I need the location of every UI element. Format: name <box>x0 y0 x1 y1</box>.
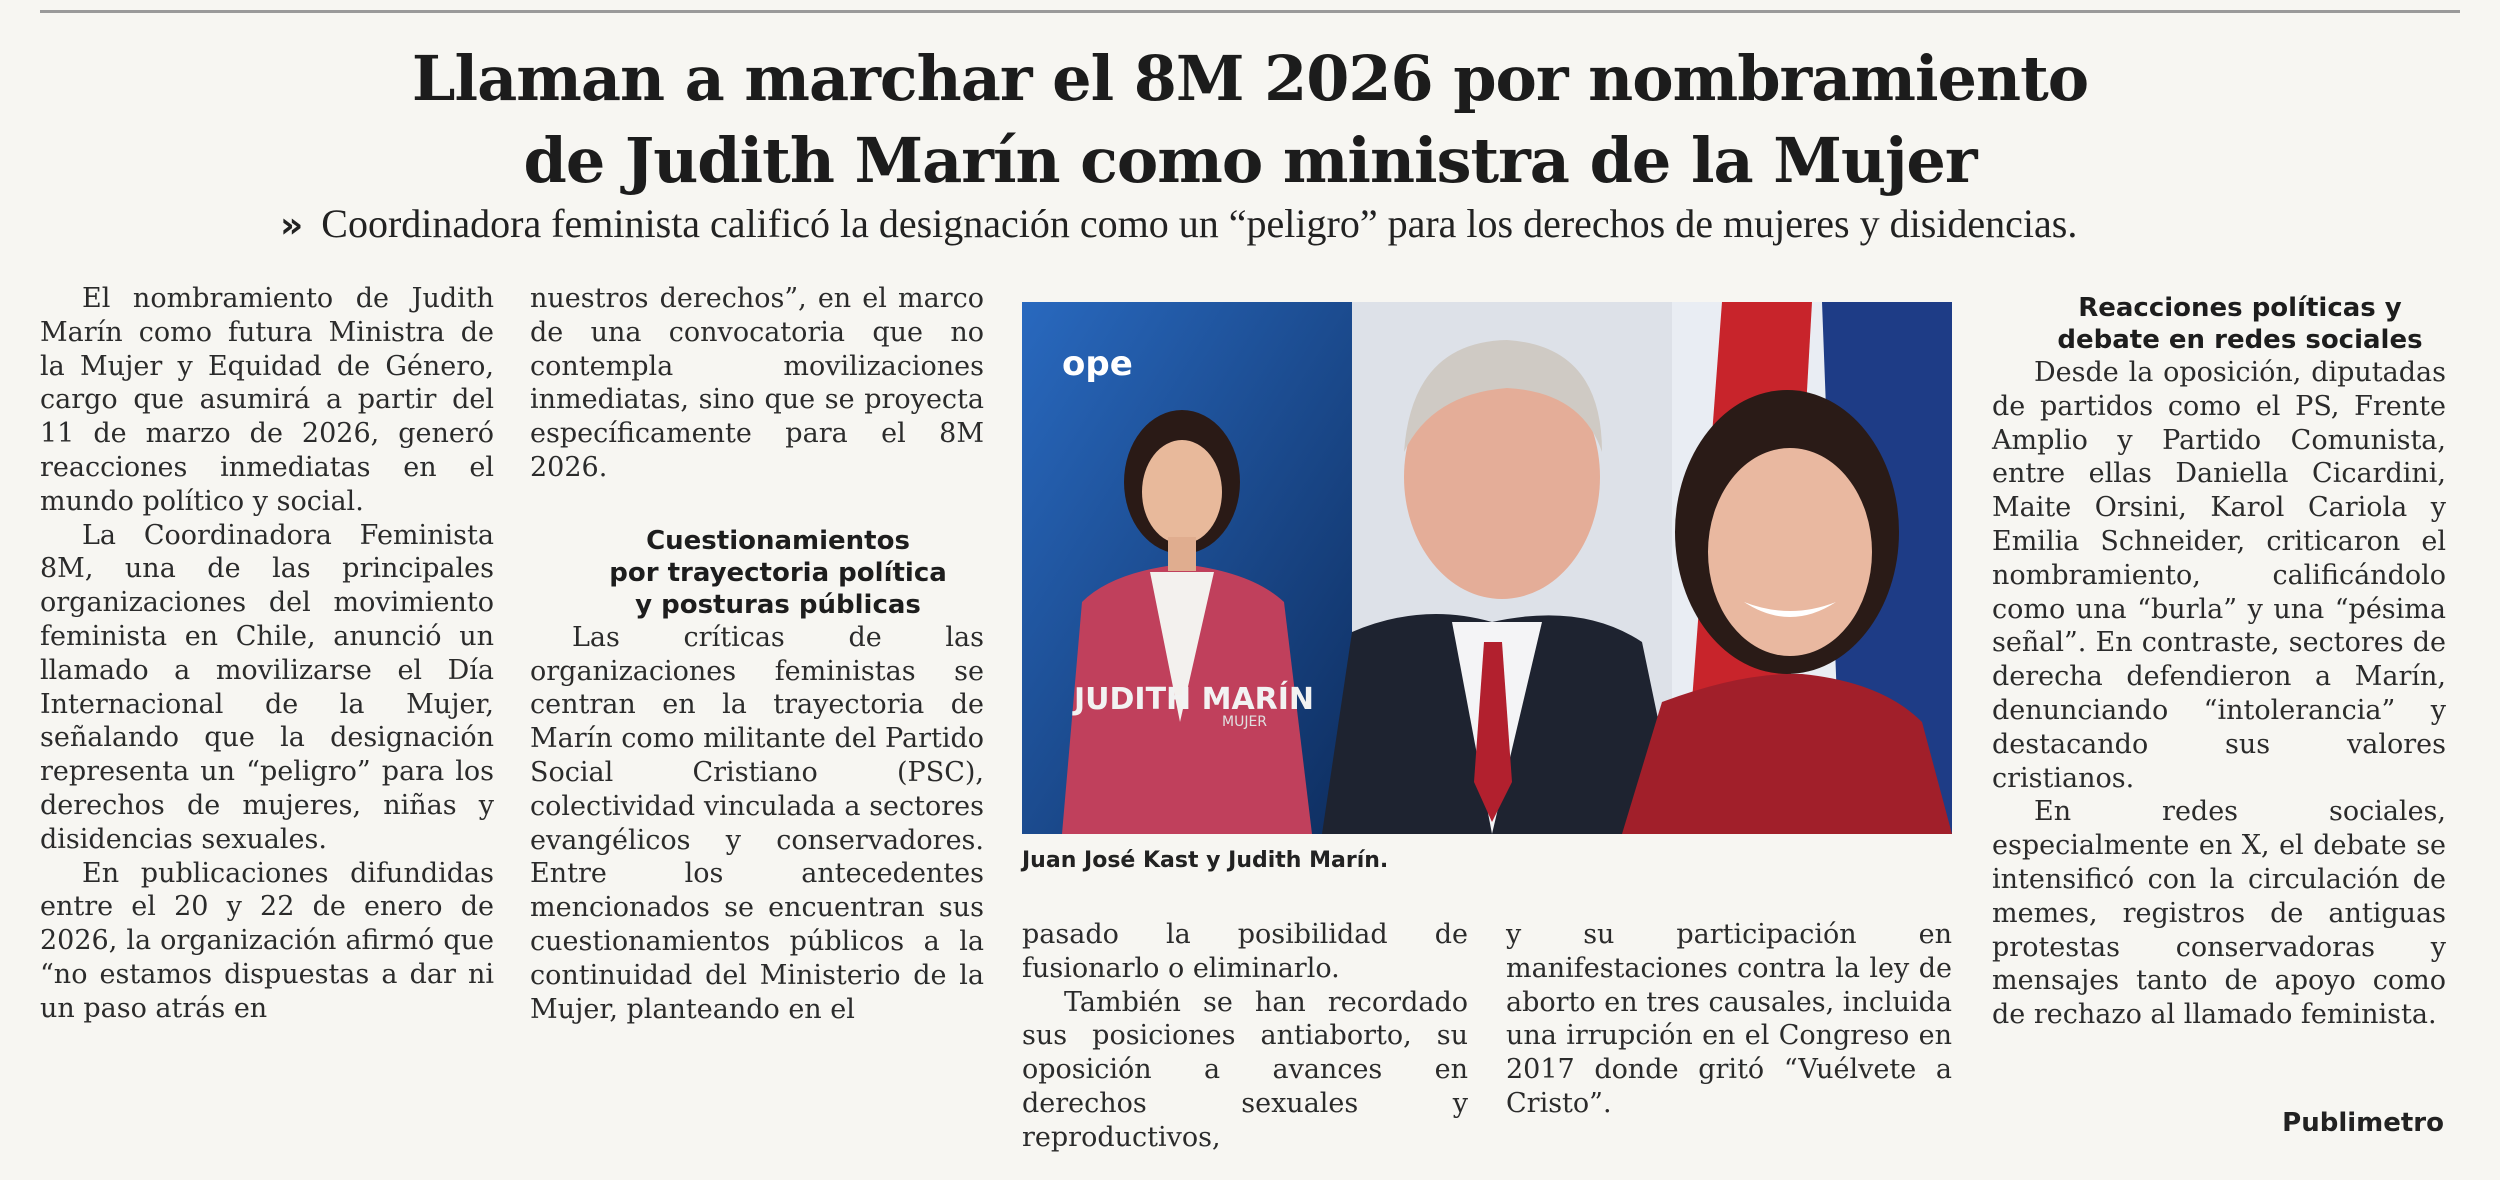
paragraph: Desde la oposición, diputadas de partidos como el PS, Frente Amplio y Partido Comunista, entre ellas Daniella Cicardini, Maite Orsini, Karol Cariola y Emilia Schneider, criticaron el nombramiento, calificándolo como una “burla” y una “pésima señal”. En contraste, sectores de derecha defendieron a Marín, denunciando “intolerancia” y destacando sus valores cristianos. <box>1992 357 2446 794</box>
section-heading-line: Cuestionamientos <box>646 525 910 556</box>
section-heading-line: Reacciones políticas y <box>2078 293 2402 323</box>
photo-caption: Juan José Kast y Judith Marín. <box>1022 848 1389 873</box>
paragraph: También se han recordado sus posiciones antiaborto, su oposición a avances en derechos sexuales y reproductivos, <box>1022 986 1468 1153</box>
article-photo <box>1022 302 1952 834</box>
article-column-1 <box>40 282 494 1026</box>
tv-lower-third-role: MUJER <box>1222 714 1268 730</box>
article-column-5 <box>1992 292 2446 1032</box>
tv-logo: ope <box>1062 344 1133 384</box>
source-credit: Publimetro <box>2282 1108 2444 1138</box>
paragraph: En publicaciones difundidas entre el 20 y 22 de enero de 2026, la organización afirmó que “no estamos dispuestas a dar ni un paso atrás en <box>40 857 494 1024</box>
paragraph: La Coordinadora Feminista 8M, una de las principales organizaciones del movimiento feminista en Chile, anunció un llamado a movilizarse el Día Internacional de la Mujer, señalando que la designación representa un “peligro” para los derechos de mujeres, niñas y disidencias sexuales. <box>40 519 494 855</box>
top-rule <box>40 10 2460 13</box>
paragraph: El nombramiento de Judith Marín como futura Ministra de la Mujer y Equidad de Género, cargo que asumirá a partir del 11 de marzo de 2026, generó reacciones inmediatas en el mundo político y social. <box>40 283 494 517</box>
article-column-2 <box>530 282 984 1026</box>
tv-lower-third-name: JUDITH MARÍN <box>1074 682 1315 717</box>
paragraph: nuestros derechos”, en el marco de una convocatoria que no contempla movilizaciones inmediatas, sino que se proyecta específicamente para el 8M 2026. <box>530 283 984 483</box>
paragraph: Las críticas de las organizaciones feministas se centran en la trayectoria de Marín como militante del Partido Social Cristiano (PSC), colectividad vinculada a sectores evangélicos y conservadores. Entre los antecedentes mencionados se encuentran sus cuestionamientos públicos a la continuidad del Ministerio de la Mujer, planteando en el <box>530 621 984 1025</box>
headline-line-1: Llaman a marchar el 8M 2026 por nombramiento <box>411 42 2089 115</box>
article-column-4 <box>1506 918 1952 1121</box>
double-chevron-right-icon: » <box>280 205 304 246</box>
photo-illustration <box>1022 302 1952 834</box>
headline-line-2: de Judith Marín como ministra de la Mujer <box>523 124 1977 197</box>
subheadline <box>280 200 2077 247</box>
section-heading-line: debate en redes sociales <box>2057 325 2423 355</box>
paragraph: y su participación en manifestaciones contra la ley de aborto en tres causales, incluida una irrupción en el Congreso en 2017 donde gritó “Vuélvete a Cristo”. <box>1506 919 1952 1119</box>
paragraph: pasado la posibilidad de fusionarlo o eliminarlo. <box>1022 919 1468 984</box>
subheadline-text: Coordinadora feminista calificó la designación como un “peligro” para los derechos de mujeres y disidencias. <box>321 201 2078 246</box>
article-column-3 <box>1022 918 1468 1155</box>
section-heading-line: y posturas públicas <box>635 589 921 620</box>
paragraph: En redes sociales, especialmente en X, el debate se intensificó con la circulación de memes, registros de antiguas protestas conservadoras y mensajes tanto de apoyo como de rechazo al llamado feminista. <box>1992 796 2446 1031</box>
headline <box>0 38 2500 202</box>
section-heading-line: por trayectoria política <box>609 557 947 588</box>
section-heading-reacciones <box>1992 292 2446 356</box>
section-heading-cuestionamientos <box>530 525 984 621</box>
